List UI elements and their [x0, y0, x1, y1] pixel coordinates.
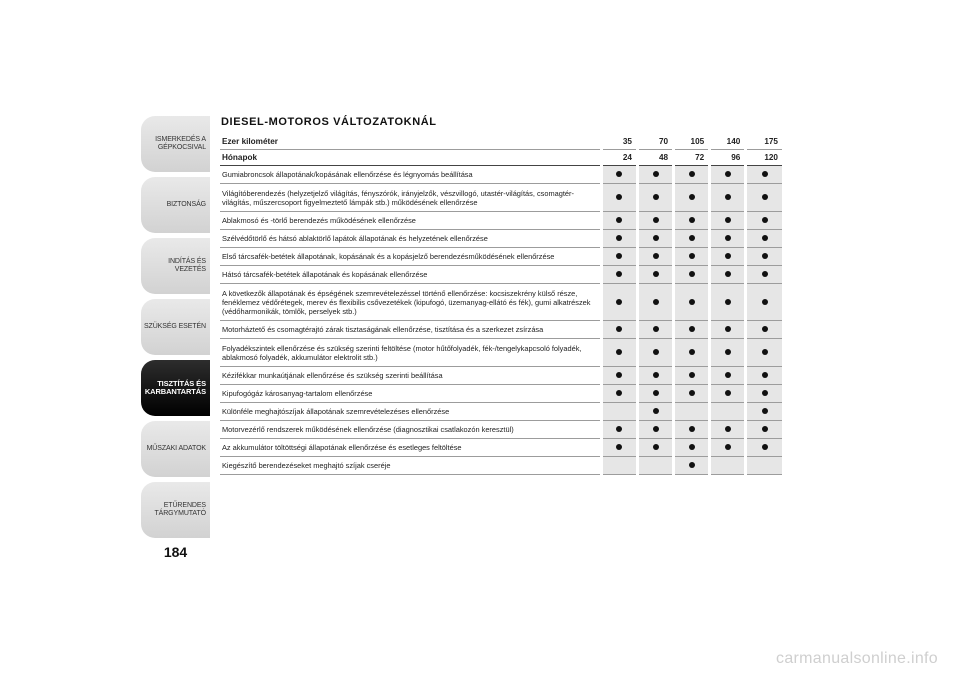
interval-cell [746, 212, 782, 230]
check-dot-icon [689, 390, 695, 396]
table-row [220, 421, 782, 439]
check-dot-icon [653, 444, 659, 450]
check-dot-icon [689, 253, 695, 259]
interval-cell [601, 212, 637, 230]
check-dot-icon [616, 426, 622, 432]
chapter-tab[interactable] [141, 116, 210, 172]
check-dot-icon [725, 217, 731, 223]
interval-cell [674, 321, 710, 339]
task-description: Folyadékszintek ellenőrzése és szükség szerinti feltöltése (motor hűtőfolyadék, fék-/tengelykapcsoló folyadék, ablakmosó folyadék, akkumulátor elektrolit stb.) [220, 339, 601, 367]
interval-cell [710, 166, 746, 184]
check-dot-icon [653, 299, 659, 305]
km-value: 35 [601, 134, 637, 150]
header-km-label: Ezer kilométer [220, 134, 601, 150]
interval-cell [674, 385, 710, 403]
interval-cell [637, 339, 673, 367]
check-dot-icon [689, 326, 695, 332]
check-dot-icon [762, 444, 768, 450]
interval-cell [710, 421, 746, 439]
interval-cell [601, 439, 637, 457]
months-value: 24 [601, 150, 637, 166]
task-description: Kipufogógáz károsanyag-tartalom ellenőrzése [220, 385, 601, 403]
interval-cell [710, 385, 746, 403]
check-dot-icon [725, 235, 731, 241]
check-dot-icon [653, 390, 659, 396]
header-row-km [220, 134, 782, 150]
check-dot-icon [762, 253, 768, 259]
interval-cell [601, 367, 637, 385]
check-dot-icon [762, 235, 768, 241]
task-description: Motorháztető és csomagtérajtó zárak tisztaságának ellenőrzése, tisztítása és a szerkezet zsírzása [220, 321, 601, 339]
interval-cell [746, 367, 782, 385]
header-row-months [220, 150, 782, 166]
check-dot-icon [725, 299, 731, 305]
check-dot-icon [689, 372, 695, 378]
table-row [220, 266, 782, 284]
interval-cell [710, 321, 746, 339]
check-dot-icon [762, 271, 768, 277]
interval-cell [710, 457, 746, 475]
table-row [220, 367, 782, 385]
task-description: A következők állapotának és épségének szemrevételezéssel történő ellenőrzése: kocsiszekrény külső része, fenéklemez védőrétegek, merev és flexibilis csővezetékek (kipufogó, üzemanyag-ellátó és fék), gumi alkatrészek (védőharmonikák, tömlők, perselyek stb.) [220, 284, 601, 321]
check-dot-icon [653, 349, 659, 355]
task-description: Világítóberendezés (helyzetjelző világítás, fényszórók, irányjelzők, vészvillogó, utastér-világítás, csomagtér-világítás, műszercsoport figyelmeztető lámpák stb.) működésének ellenőrzése [220, 184, 601, 212]
chapter-tab[interactable] [141, 360, 210, 416]
interval-cell [674, 230, 710, 248]
check-dot-icon [616, 299, 622, 305]
interval-cell [601, 248, 637, 266]
check-dot-icon [762, 326, 768, 332]
check-dot-icon [725, 372, 731, 378]
check-dot-icon [653, 217, 659, 223]
interval-cell [710, 403, 746, 421]
interval-cell [601, 266, 637, 284]
km-value: 175 [746, 134, 782, 150]
task-description: Kézifékkar munkaútjának ellenőrzése és szükség szerinti beállítása [220, 367, 601, 385]
interval-cell [746, 284, 782, 321]
check-dot-icon [689, 444, 695, 450]
interval-cell [637, 421, 673, 439]
chapter-tab-label: SZÜKSÉG ESETÉN [143, 322, 206, 330]
interval-cell [746, 166, 782, 184]
check-dot-icon [762, 372, 768, 378]
watermark: carmanualsonline.info [776, 650, 938, 667]
interval-cell [637, 248, 673, 266]
interval-cell [746, 230, 782, 248]
task-description: Ablakmosó és -törlő berendezés működésének ellenőrzése [220, 212, 601, 230]
check-dot-icon [616, 217, 622, 223]
check-dot-icon [653, 372, 659, 378]
interval-cell [601, 166, 637, 184]
check-dot-icon [653, 408, 659, 414]
task-description: Első tárcsafék-betétek állapotának, kopásának és a kopásjelző berendezésműködésének ellenőrzése [220, 248, 601, 266]
km-value: 105 [674, 134, 710, 150]
check-dot-icon [762, 349, 768, 355]
check-dot-icon [616, 194, 622, 200]
chapter-tab-label: ISMERKEDÉS A GÉPKOCSIVAL [155, 135, 206, 151]
interval-cell [674, 266, 710, 284]
interval-cell [710, 184, 746, 212]
check-dot-icon [725, 253, 731, 259]
interval-cell [710, 248, 746, 266]
interval-cell [637, 266, 673, 284]
task-description: Szélvédőtörlő és hátsó ablaktörlő lapátok állapotának és helyzetének ellenőrzése [220, 230, 601, 248]
check-dot-icon [689, 426, 695, 432]
check-dot-icon [762, 299, 768, 305]
check-dot-icon [653, 171, 659, 177]
check-dot-icon [762, 171, 768, 177]
interval-cell [637, 403, 673, 421]
check-dot-icon [616, 444, 622, 450]
check-dot-icon [689, 462, 695, 468]
table-row [220, 230, 782, 248]
interval-cell [637, 367, 673, 385]
table-row [220, 385, 782, 403]
interval-cell [601, 339, 637, 367]
check-dot-icon [616, 349, 622, 355]
check-dot-icon [689, 299, 695, 305]
check-dot-icon [616, 253, 622, 259]
interval-cell [637, 212, 673, 230]
interval-cell [710, 212, 746, 230]
interval-cell [674, 212, 710, 230]
interval-cell [601, 403, 637, 421]
interval-cell [674, 184, 710, 212]
task-description: Az akkumulátor töltöttségi állapotának ellenőrzése és esetleges feltöltése [220, 439, 601, 457]
interval-cell [746, 421, 782, 439]
task-description: Gumiabroncsok állapotának/kopásának ellenőrzése és légnyomás beállítása [220, 166, 601, 184]
header-months-label: Hónapok [220, 150, 601, 166]
check-dot-icon [653, 253, 659, 259]
check-dot-icon [725, 194, 731, 200]
check-dot-icon [689, 171, 695, 177]
months-value: 72 [674, 150, 710, 166]
interval-cell [746, 321, 782, 339]
task-description: Kiegészítő berendezéseket meghajtó szíjak cseréje [220, 457, 601, 475]
chapter-tab-label: ETŰRENDES TÁRGYMUTATÓ [154, 501, 206, 517]
chapter-tab[interactable] [141, 482, 210, 538]
interval-cell [746, 339, 782, 367]
interval-cell [746, 457, 782, 475]
check-dot-icon [725, 444, 731, 450]
table-row [220, 439, 782, 457]
task-description: Motorvezérlő rendszerek működésének ellenőrzése (diagnosztikai csatlakozón keresztül) [220, 421, 601, 439]
table-row [220, 248, 782, 266]
interval-cell [746, 403, 782, 421]
check-dot-icon [616, 171, 622, 177]
interval-cell [601, 421, 637, 439]
check-dot-icon [725, 326, 731, 332]
interval-cell [674, 166, 710, 184]
interval-cell [674, 403, 710, 421]
check-dot-icon [653, 426, 659, 432]
interval-cell [601, 385, 637, 403]
check-dot-icon [762, 194, 768, 200]
check-dot-icon [653, 194, 659, 200]
task-description: Különféle meghajtószíjak állapotának szemrevételezéses ellenőrzése [220, 403, 601, 421]
interval-cell [710, 367, 746, 385]
interval-cell [746, 248, 782, 266]
check-dot-icon [725, 426, 731, 432]
interval-cell [637, 230, 673, 248]
interval-cell [710, 266, 746, 284]
interval-cell [674, 367, 710, 385]
check-dot-icon [616, 326, 622, 332]
km-value: 140 [710, 134, 746, 150]
table-row [220, 457, 782, 475]
check-dot-icon [725, 271, 731, 277]
interval-cell [601, 321, 637, 339]
table-row [220, 403, 782, 421]
check-dot-icon [689, 235, 695, 241]
chapter-tab-label: BIZTONSÁG [166, 200, 206, 208]
interval-cell [710, 439, 746, 457]
section-title: DIESEL-MOTOROS VÁLTOZATOKNÁL [221, 116, 437, 128]
interval-cell [674, 284, 710, 321]
task-description: Hátsó tárcsafék-betétek állapotának és kopásának ellenőrzése [220, 266, 601, 284]
chapter-tab[interactable] [141, 299, 210, 355]
check-dot-icon [653, 271, 659, 277]
chapter-tab[interactable] [141, 238, 210, 294]
interval-cell [601, 284, 637, 321]
interval-cell [637, 184, 673, 212]
interval-cell [710, 230, 746, 248]
check-dot-icon [689, 194, 695, 200]
check-dot-icon [689, 271, 695, 277]
interval-cell [674, 248, 710, 266]
chapter-tab-label: MŰSZAKI ADATOK [146, 444, 206, 452]
check-dot-icon [616, 271, 622, 277]
table-row [220, 321, 782, 339]
months-value: 96 [710, 150, 746, 166]
interval-cell [601, 184, 637, 212]
check-dot-icon [725, 349, 731, 355]
interval-cell [710, 339, 746, 367]
table-row [220, 212, 782, 230]
check-dot-icon [689, 217, 695, 223]
interval-cell [674, 421, 710, 439]
check-dot-icon [762, 390, 768, 396]
chapter-tab-label: TISZTÍTÁS ÉS KARBANTARTÁS [144, 378, 206, 396]
interval-cell [674, 457, 710, 475]
check-dot-icon [762, 426, 768, 432]
interval-cell [746, 439, 782, 457]
chapter-tab[interactable] [141, 177, 210, 233]
km-value: 70 [637, 134, 673, 150]
check-dot-icon [616, 235, 622, 241]
check-dot-icon [762, 408, 768, 414]
interval-cell [746, 266, 782, 284]
interval-cell [637, 439, 673, 457]
interval-cell [674, 339, 710, 367]
table-row [220, 166, 782, 184]
interval-cell [674, 439, 710, 457]
interval-cell [746, 385, 782, 403]
check-dot-icon [653, 326, 659, 332]
interval-cell [637, 457, 673, 475]
check-dot-icon [762, 217, 768, 223]
chapter-tab-label: INDÍTÁS ÉS VEZETÉS [168, 257, 206, 273]
interval-cell [601, 230, 637, 248]
interval-cell [637, 284, 673, 321]
page-number: 184 [163, 544, 188, 560]
interval-cell [637, 166, 673, 184]
maintenance-schedule-table [220, 134, 782, 475]
check-dot-icon [725, 390, 731, 396]
interval-cell [637, 385, 673, 403]
table-row [220, 284, 782, 321]
check-dot-icon [653, 235, 659, 241]
chapter-sidebar [141, 116, 210, 543]
check-dot-icon [616, 372, 622, 378]
table-row [220, 339, 782, 367]
table-row [220, 184, 782, 212]
interval-cell [710, 284, 746, 321]
months-value: 120 [746, 150, 782, 166]
interval-cell [601, 457, 637, 475]
check-dot-icon [725, 171, 731, 177]
months-value: 48 [637, 150, 673, 166]
check-dot-icon [689, 349, 695, 355]
check-dot-icon [616, 390, 622, 396]
interval-cell [637, 321, 673, 339]
chapter-tab[interactable] [141, 421, 210, 477]
interval-cell [746, 184, 782, 212]
